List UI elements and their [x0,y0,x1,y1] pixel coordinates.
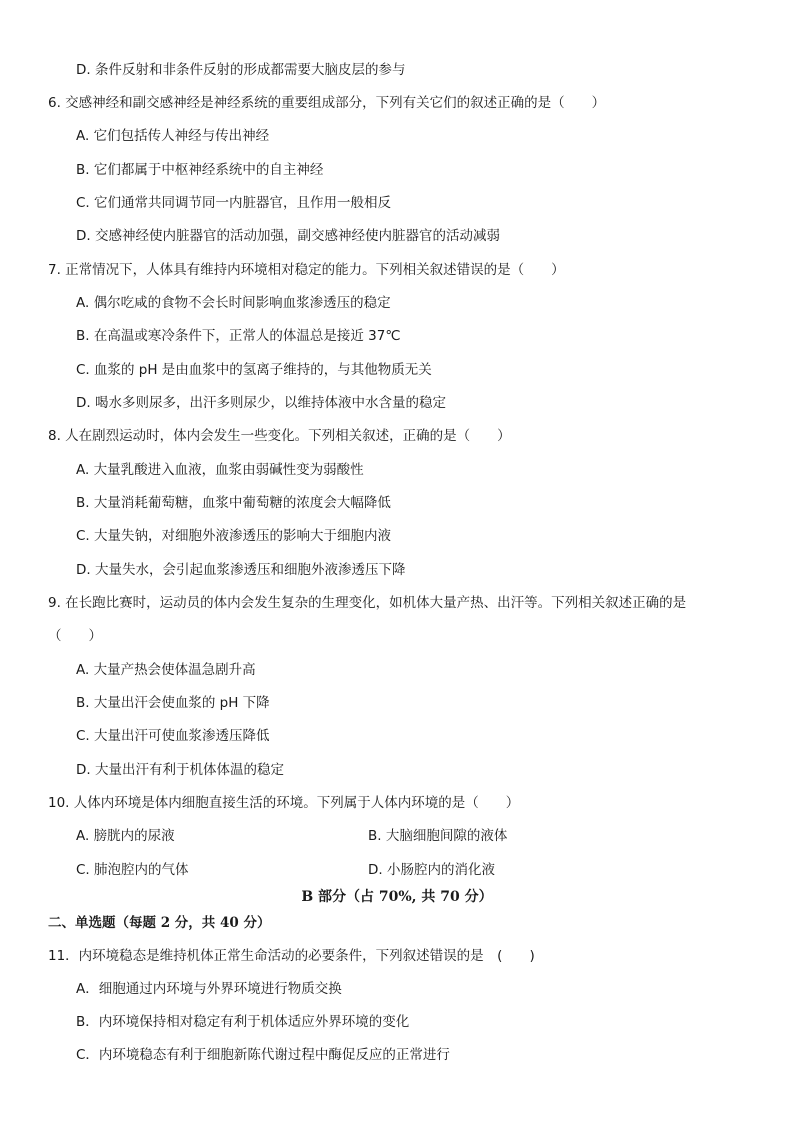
q9-stem-continued: （ ） [48,628,102,644]
section-two-heading: 二、单选题（每题 2 分，共 40 分） [48,915,271,931]
q10-option-a: A. 膀胱内的尿液 [76,828,175,844]
q10-stem: 10. 人体内环境是体内细胞直接生活的环境。下列属于人体内环境的是（ ） [48,795,520,811]
q7-stem: 7. 正常情况下，人体具有维持内环境相对稳定的能力。下列相关叙述错误的是（ ） [48,262,565,278]
part-b-title: B 部分（占 70%, 共 70 分） [301,889,493,905]
q9-stem: 9. 在长跑比赛时，运动员的体内会发生复杂的生理变化，如机体大量产热、出汗等。下列相关叙述正确的是 [48,595,687,611]
q5-option-d: D. 条件反射和非条件反射的形成都需要大脑皮层的参与 [76,62,406,78]
q8-option-b: B. 大量消耗葡萄糖，血浆中葡萄糖的浓度会大幅降低 [76,495,391,511]
q10-option-d: D. 小肠腔内的消化液 [368,862,495,878]
q11-option-b: B．内环境保持相对稳定有利于机体适应外界环境的变化 [76,1014,410,1030]
q8-option-c: C. 大量失钠，对细胞外液渗透压的影响大于细胞内液 [76,528,392,544]
q11-option-c: C．内环境稳态有利于细胞新陈代谢过程中酶促反应的正常进行 [76,1047,450,1063]
q8-option-d: D. 大量失水，会引起血浆渗透压和细胞外液渗透压下降 [76,562,406,578]
q9-option-b: B. 大量出汗会使血浆的 pH 下降 [76,695,270,711]
q7-option-c: C. 血浆的 pH 是由血浆中的氢离子维持的，与其他物质无关 [76,362,432,378]
q6-option-b: B. 它们都属于中枢神经系统中的自主神经 [76,162,324,178]
q9-option-c: C. 大量出汗可使血浆渗透压降低 [76,728,270,744]
q10-option-c: C. 肺泡腔内的气体 [76,862,189,878]
q9-option-d: D. 大量出汗有利于机体体温的稳定 [76,762,284,778]
q7-option-d: D. 喝水多则尿多，出汗多则尿少，以维持体液中水含量的稳定 [76,395,446,411]
q6-option-d: D. 交感神经使内脏器官的活动加强，副交感神经使内脏器官的活动减弱 [76,228,500,244]
q10-option-b: B. 大脑细胞间隙的液体 [368,828,508,844]
q11-stem: 11．内环境稳态是维持机体正常生命活动的必要条件，下列叙述错误的是 ( ) [48,948,535,964]
q7-option-a: A. 偶尔吃咸的食物不会长时间影响血浆渗透压的稳定 [76,295,391,311]
q7-option-b: B. 在高温或寒冷条件下，正常人的体温总是接近 37℃ [76,328,401,344]
q6-option-a: A. 它们包括传人神经与传出神经 [76,128,270,144]
q6-stem: 6. 交感神经和副交感神经是神经系统的重要组成部分，下列有关它们的叙述正确的是（ ） [48,95,606,111]
q8-stem: 8. 人在剧烈运动时，体内会发生一些变化。下列相关叙述，正确的是（ ） [48,428,511,444]
q11-option-a: A．细胞通过内环境与外界环境进行物质交换 [76,981,342,997]
q6-option-c: C. 它们通常共同调节同一内脏器官，且作用一般相反 [76,195,392,211]
q8-option-a: A. 大量乳酸进入血液，血浆由弱碱性变为弱酸性 [76,462,364,478]
q9-option-a: A. 大量产热会使体温急剧升高 [76,662,256,678]
